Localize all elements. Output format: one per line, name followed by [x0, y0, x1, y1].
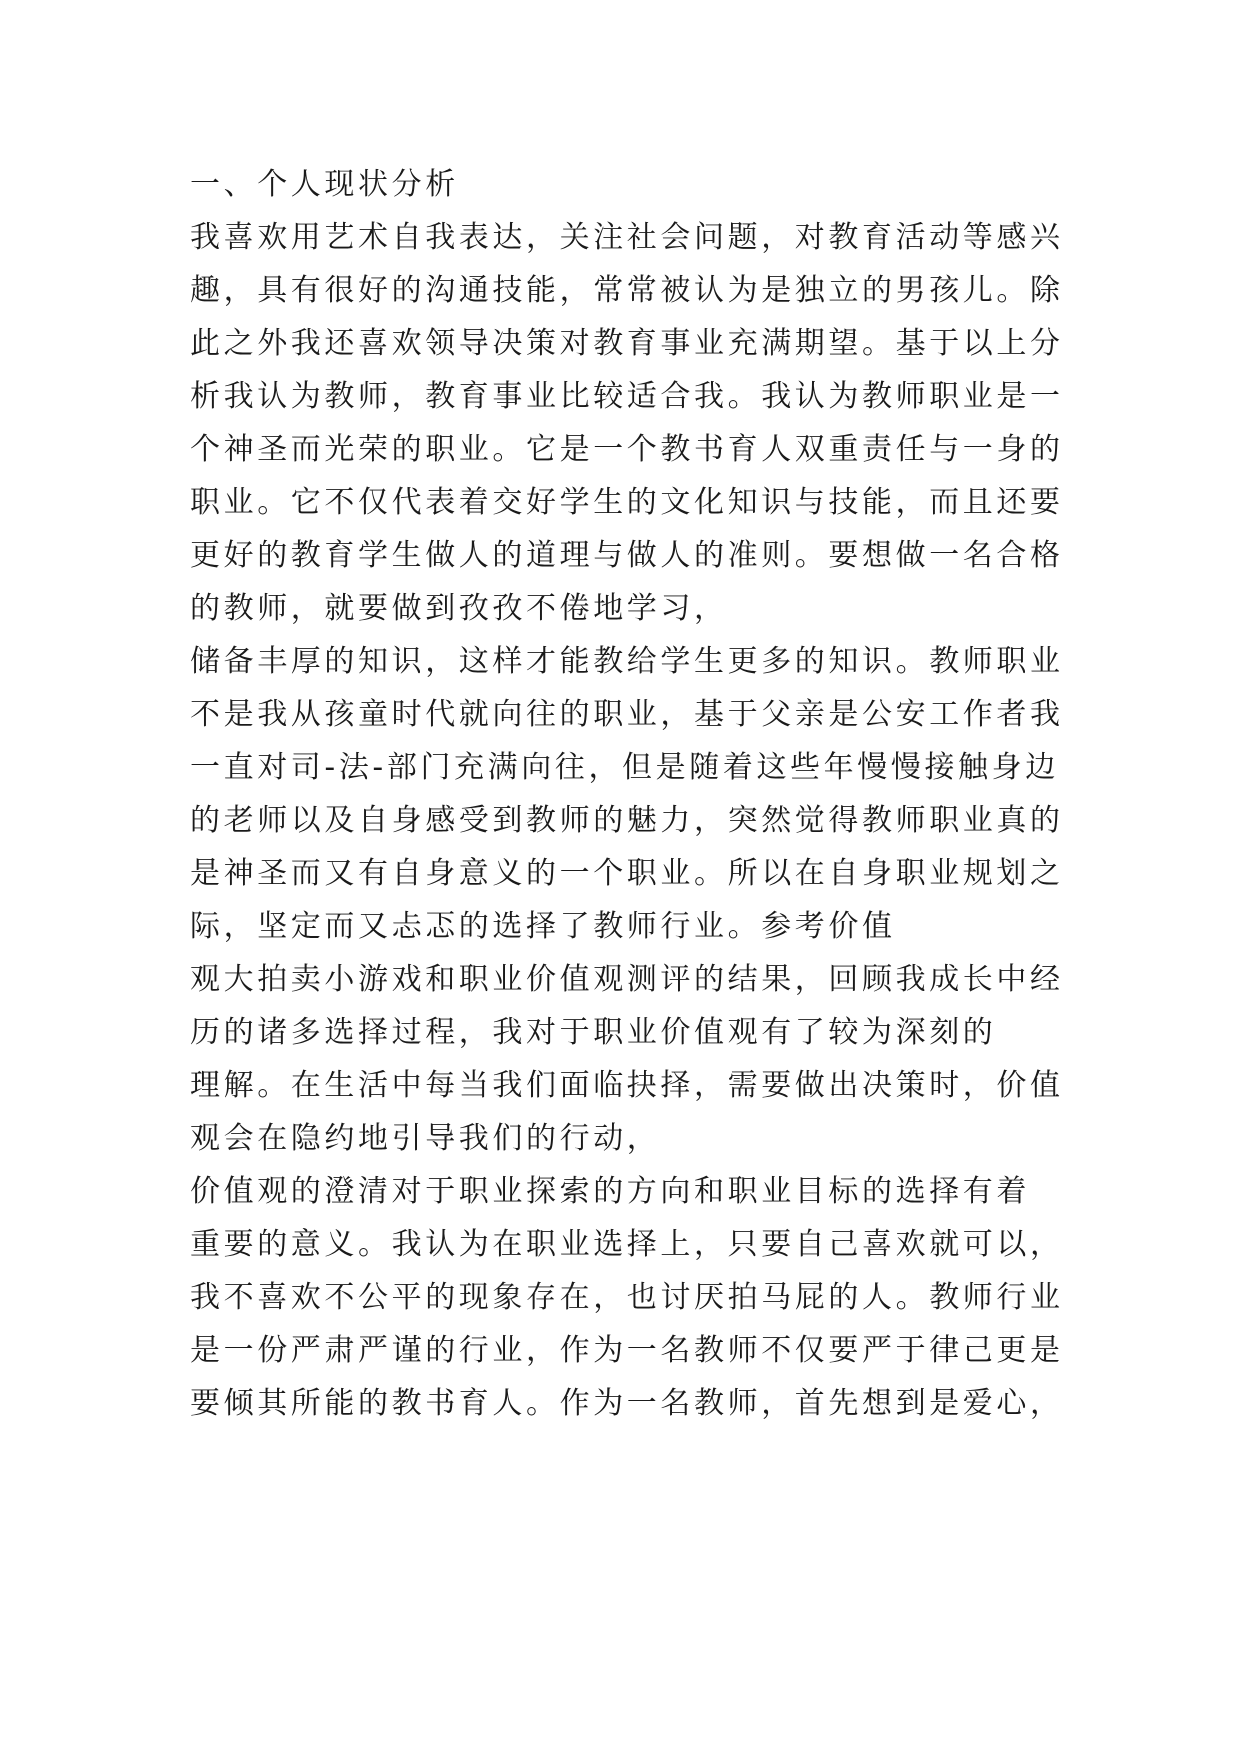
document-body	[190, 158, 1070, 1430]
body-line: 一直对司-法-部门充满向往，但是随着这些年慢慢接触身边	[190, 750, 1059, 785]
body-line: 职业。它不仅代表着交好学生的文化知识与技能，而且还要	[190, 485, 1064, 520]
body-line: 是一份严肃严谨的行业，作为一名教师不仅要严于律己更是	[190, 1333, 1064, 1368]
body-line: 观会在隐约地引导我们的行动，	[190, 1121, 661, 1156]
body-line: 更好的教育学生做人的道理与做人的准则。要想做一名合格	[190, 538, 1064, 573]
body-line: 我不喜欢不公平的现象存在，也讨厌拍马屁的人。教师行业	[190, 1280, 1064, 1315]
body-line: 趣，具有很好的沟通技能，常常被认为是独立的男孩儿。除	[190, 273, 1064, 308]
body-line: 要倾其所能的教书育人。作为一名教师，首先想到是爱心，	[190, 1386, 1064, 1421]
body-line: 是神圣而又有自身意义的一个职业。所以在自身职业规划之	[190, 856, 1064, 891]
body-line: 价值观的澄清对于职业探索的方向和职业目标的选择有着	[190, 1174, 1030, 1209]
body-line: 储备丰厚的知识，这样才能教给学生更多的知识。教师职业	[190, 644, 1064, 679]
body-line: 观大拍卖小游戏和职业价值观测评的结果，回顾我成长中经	[190, 962, 1064, 997]
body-line: 我喜欢用艺术自我表达，关注社会问题，对教育活动等感兴	[190, 220, 1064, 255]
section-heading: 一、个人现状分析	[190, 167, 459, 202]
body-line: 此之外我还喜欢领导决策对教育事业充满期望。基于以上分	[190, 326, 1064, 361]
body-line: 重要的意义。我认为在职业选择上，只要自己喜欢就可以，	[190, 1227, 1064, 1262]
body-line: 析我认为教师，教育事业比较适合我。我认为教师职业是一	[190, 379, 1064, 414]
body-line: 的老师以及自身感受到教师的魅力，突然觉得教师职业真的	[190, 803, 1064, 838]
body-line: 不是我从孩童时代就向往的职业，基于父亲是公安工作者我	[190, 697, 1064, 732]
body-line: 个神圣而光荣的职业。它是一个教书育人双重责任与一身的	[190, 432, 1064, 467]
body-line: 理解。在生活中每当我们面临抉择，需要做出决策时，价值	[190, 1068, 1064, 1103]
body-line: 的教师，就要做到孜孜不倦地学习，	[190, 591, 728, 626]
body-line: 际，坚定而又忐忑的选择了教师行业。参考价值	[190, 909, 896, 944]
body-line: 历的诸多选择过程，我对于职业价值观有了较为深刻的	[190, 1015, 997, 1050]
